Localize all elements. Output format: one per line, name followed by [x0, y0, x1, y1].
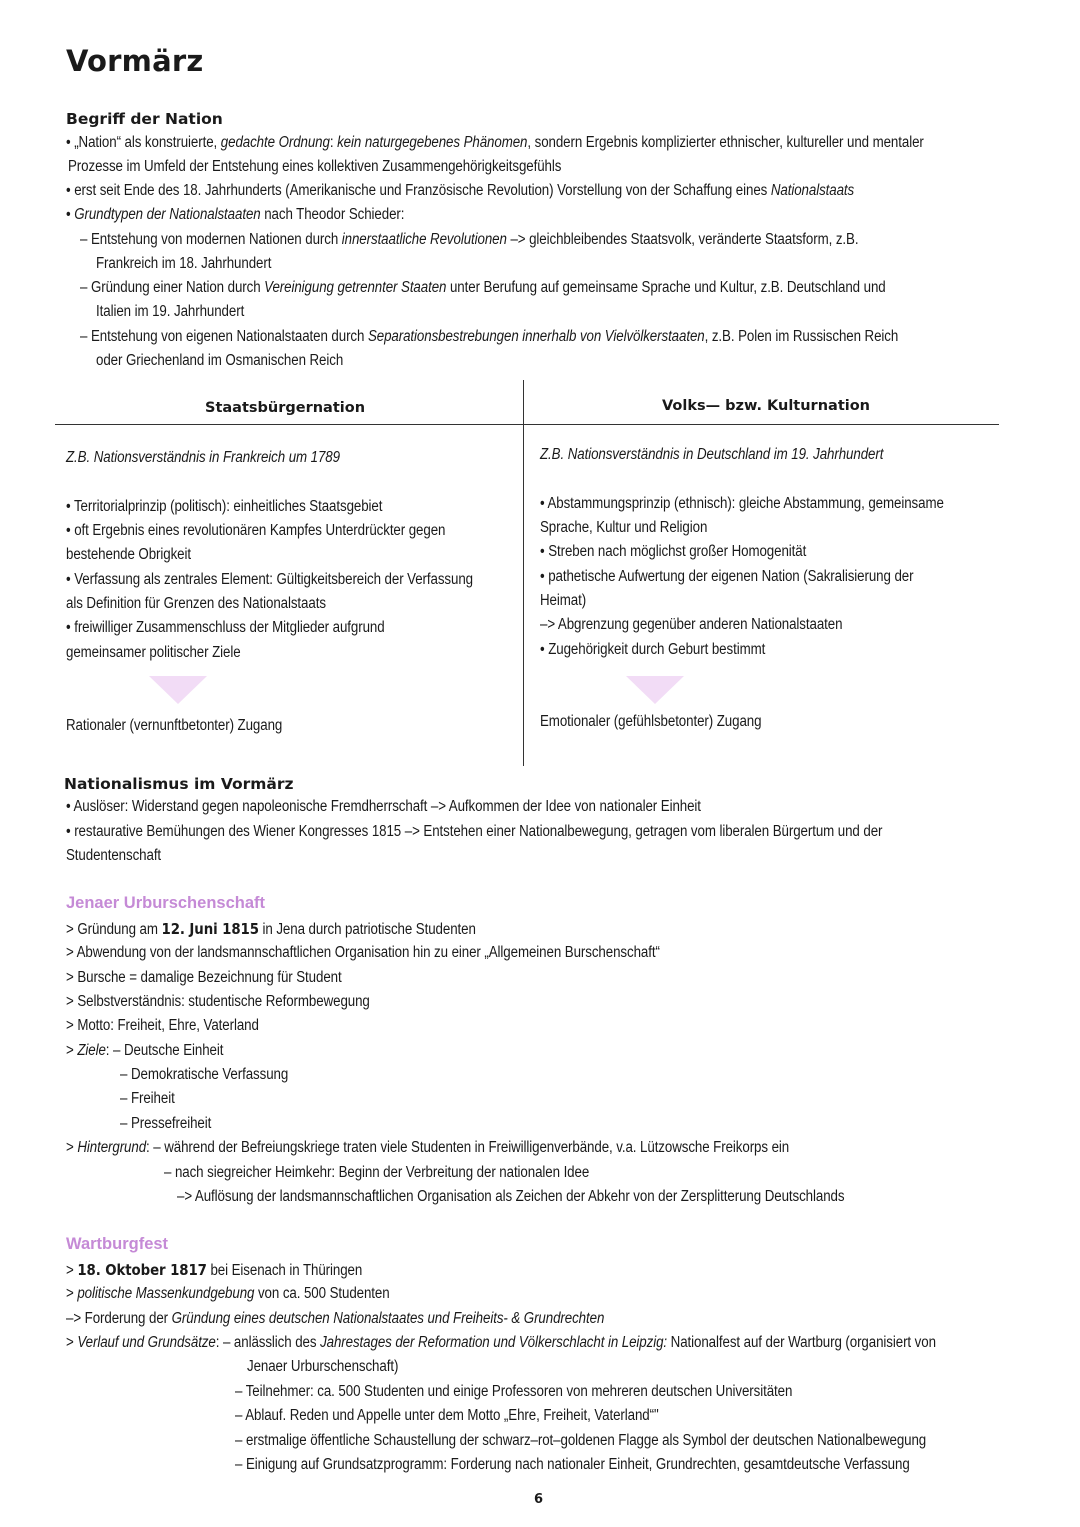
down-arrow-icon [626, 676, 684, 704]
text-line: oder Griechenland im Osmanischen Reich [96, 352, 344, 369]
column-line: als Definition für Grenzen des Nationalstaats [66, 595, 326, 612]
section-heading-nationalismus: Nationalismus im Vormärz [64, 775, 294, 793]
column-line: gemeinsamer politischer Ziele [66, 644, 241, 661]
text-line: > Ziele: – Deutsche Einheit [66, 1042, 224, 1059]
column-example: Z.B. Nationsverständnis in Deutschland im 19. Jahrhundert [540, 446, 884, 463]
text-line: –> Auflösung der landsmannschaftlichen Organisation als Zeichen der Abkehr von der Zersplitterung Deutschlands [177, 1188, 845, 1205]
column-line: • Zugehörigkeit durch Geburt bestimmt [540, 641, 766, 658]
column-line: • freiwilliger Zusammenschluss der Mitglieder aufgrund [66, 619, 385, 636]
text-line: > politische Massenkundgebung von ca. 500 Studenten [66, 1285, 390, 1302]
column-line: • Verfassung als zentrales Element: Gültigkeitsbereich der Verfassung [66, 571, 474, 588]
column-example: Z.B. Nationsverständnis in Frankreich um 1789 [66, 449, 340, 466]
down-arrow-icon [149, 676, 207, 704]
column-header-kulturnation: Volks— bzw. Kulturnation [662, 398, 870, 414]
page-number: 6 [534, 1492, 544, 1507]
section-heading-begriff: Begriff der Nation [66, 110, 223, 128]
text-line: –> Forderung der Gründung eines deutschen Nationalstaates und Freiheits- & Grundrechten [66, 1310, 605, 1327]
text-line: > 18. Oktober 1817 bei Eisenach in Thüringen [66, 1261, 363, 1279]
text-line: > Verlauf und Grundsätze: – anlässlich des Jahrestages der Reformation und Völkerschlacht in Leipzig: Nationalfest auf der Wartburg (organisiert von [66, 1334, 936, 1351]
text-line: • Grundtypen der Nationalstaaten nach Theodor Schieder: [66, 206, 405, 223]
column-line: Heimat) [540, 592, 587, 609]
column-line: • Streben nach möglichst großer Homogenität [540, 543, 807, 560]
text-line: > Hintergrund: – während der Befreiungskriege traten viele Studenten in Freiwilligenverbände, v.a. Lützowsche Freikorps ein [66, 1139, 790, 1156]
text-line: • „Nation“ als konstruierte, gedachte Ordnung: kein naturgegebenes Phänomen, sondern Ergebnis komplizierter ethnischer, kultureller und mentaler [66, 134, 924, 151]
table-header-divider [55, 424, 999, 425]
text-line: Frankreich im 18. Jahrhundert [96, 255, 272, 272]
text-line: – Gründung einer Nation durch Vereinigung getrennter Staaten unter Berufung auf gemeinsame Sprache und Kultur, z.B. Deutschland und [80, 279, 886, 296]
text-line: Studentenschaft [66, 847, 162, 864]
text-line: – Freiheit [120, 1090, 175, 1107]
text-line: – Teilnehmer: ca. 500 Studenten und einige Professoren von mehreren deutschen Universitäten [235, 1383, 793, 1400]
column-conclusion: Rationaler (vernunftbetonter) Zugang [66, 717, 283, 734]
page-title: Vormärz [66, 44, 204, 78]
column-line: • Territorialprinzip (politisch): einheitliches Staatsgebiet [66, 498, 383, 515]
text-line: > Motto: Freiheit, Ehre, Vaterland [66, 1017, 259, 1034]
text-line: – Ablauf. Reden und Appelle unter dem Motto „Ehre, Freiheit, Vaterland“" [235, 1407, 659, 1424]
text-line: – Entstehung von eigenen Nationalstaaten durch Separationsbestrebungen innerhalb von Vielvölkerstaaten, z.B. Polen im Russischen Reich [80, 328, 899, 345]
text-line: • restaurative Bemühungen des Wiener Kongresses 1815 –> Entstehen einer Nationalbewegung, getragen vom liberalen Bürgertum und der [66, 823, 883, 840]
table-column-divider [523, 380, 524, 766]
text-line: Prozesse im Umfeld der Entstehung eines kollektiven Zusammengehörigkeitsgefühls [68, 158, 562, 175]
text-line: > Gründung am 12. Juni 1815 in Jena durch patriotische Studenten [66, 920, 476, 938]
column-line: Sprache, Kultur und Religion [540, 519, 708, 536]
text-line: • erst seit Ende des 18. Jahrhunderts (Amerikanische und Französische Revolution) Vorstellung von der Schaffung eines Nationalstaats [66, 182, 855, 199]
text-line: > Bursche = damalige Bezeichnung für Student [66, 969, 342, 986]
text-line: – erstmalige öffentliche Schaustellung der schwarz–rot–goldenen Flagge als Symbol der deutschen Nationalbewegung [235, 1432, 927, 1449]
text-line: • Auslöser: Widerstand gegen napoleonische Fremdherrschaft –> Aufkommen der Idee von nationaler Einheit [66, 798, 701, 815]
column-line: • oft Ergebnis eines revolutionären Kampfes Unterdrückter gegen [66, 522, 446, 539]
column-line: –> Abgrenzung gegenüber anderen Nationalstaaten [540, 616, 843, 633]
text-line: – Pressefreiheit [120, 1115, 212, 1132]
column-line: • pathetische Aufwertung der eigenen Nation (Sakralisierung der [540, 568, 914, 585]
section-heading-wartburg: Wartburgfest [66, 1235, 169, 1253]
text-line: – Einigung auf Grundsatzprogramm: Forderung nach nationaler Einheit, Grundrechten, gesamtdeutsche Verfassung [235, 1456, 910, 1473]
text-line: – nach siegreicher Heimkehr: Beginn der Verbreitung der nationalen Idee [164, 1164, 590, 1181]
column-line: bestehende Obrigkeit [66, 546, 192, 563]
section-heading-jena: Jenaer Urburschenschaft [66, 894, 265, 912]
text-line: Jenaer Urburschenschaft) [247, 1358, 399, 1375]
text-line: – Entstehung von modernen Nationen durch innerstaatliche Revolutionen –> gleichbleibendes Staatsvolk, veränderte Staatsform, z.B. [80, 231, 859, 248]
column-header-staatsbuergernation: Staatsbürgernation [205, 400, 366, 416]
text-line: > Abwendung von der landsmannschaftlichen Organisation hin zu einer „Allgemeinen Burschenschaft“ [66, 944, 660, 961]
column-line: • Abstammungsprinzip (ethnisch): gleiche Abstammung, gemeinsame [540, 495, 944, 512]
text-line: Italien im 19. Jahrhundert [96, 303, 245, 320]
text-line: > Selbstverständnis: studentische Reformbewegung [66, 993, 370, 1010]
text-line: – Demokratische Verfassung [120, 1066, 289, 1083]
column-conclusion: Emotionaler (gefühlsbetonter) Zugang [540, 713, 762, 730]
